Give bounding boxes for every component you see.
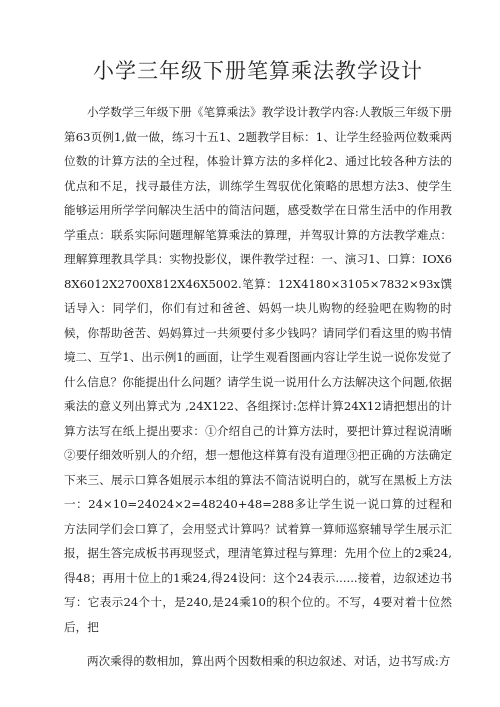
document-tail-text: 两次乘得的数相加，算出两个因数相乘的积边叙述、对话，边书写成:方 bbox=[87, 654, 451, 668]
document-body-text: 小学数学三年级下册《笔算乘法》教学设计教学内容:人教版三年级下册第63页例1,做一做，练习十五1、2题教学目标：1、让学生经验两位数乘两位数的计算方法的全过程，体验计算方法的多样化2、通过比较各种方法的优点和不足，找寻最佳方法，训练学生驾驭优化策略的思想方法3、使学生能够运用所学学问解决生活中的简洁问题，感受数学在日常生活中的作用教学重点：联系实际问题理解笔算乘法的算理，并驾驭计算的方法教学难点：理解算理教具学具：实物投影仪，课件教学过程：一、演习1、口算：IOX68X6012X2700X812X46X5002.笔算：12X4180×3105×7832×93x馔话导入：同学们，你们有过和爸爸、妈妈一块儿购物的经验吧在购物的时候，你帮助爸苦、妈妈算过一共须要付多少钱吗？请同学们看这里的购书情境二、互学1、出示例1的画面，让学生观看图画内容让学生说一说你发觉了什么信息？你能提出什么问题？请学生说一说用什么方法解决这个问题,依据乘法的意义列出算式为 ,24X122、各组探讨:怎样计算24X12请把想出的计算方法写在纸上提出要求：①介绍自己的计算方法时，要把计算过程说清晰②要仔细效听别人的介绍，想一想他这样算有没有道理③把正确的方法确定下来三、展示口算各姐展示本组的算法不简洁说明白的，就写在黑板上方法一：24×10=24024×2=48240+48=288多让学生说一说口算的过程和方法同学们会口算了，会用竖式计算吗？试着算一算师巡察辅导学生展示汇报，据生答完成板书再现竖式，理清笔算过程与算理：先用个位上的2乘24,得48；再用十位上的1乘24,得24设问：这个24表示......接着，边叙述边书写：它表示24个十，是240,是24乘10的积个位的。不写，4要对着十位然后，把 bbox=[64, 105, 452, 634]
document-title: 小学三年级下册笔算乘法教学设计 bbox=[93, 59, 423, 83]
